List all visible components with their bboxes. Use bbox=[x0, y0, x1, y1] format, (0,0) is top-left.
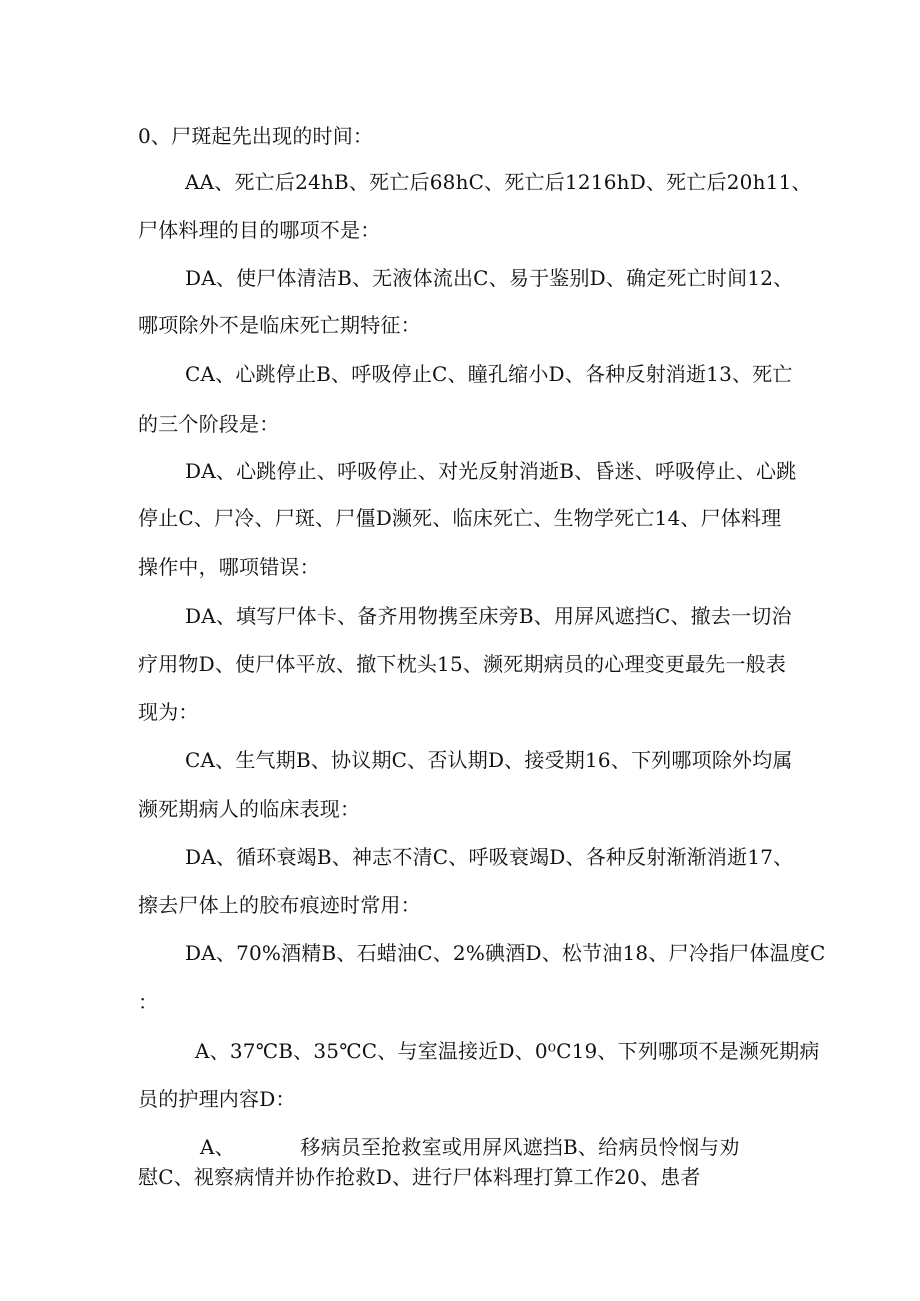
text-line-17: 擦去尸体上的胶布痕迹时常用： bbox=[138, 893, 421, 917]
text-line-14: CA、生气期B、协议期C、否认期D、接受期16、下列哪项除外均属 bbox=[185, 748, 793, 772]
text-line-10: 操作中，哪项错误： bbox=[138, 555, 320, 579]
text-line-4: DA、使尸体清洁B、无液体流出C、易于鉴别D、确定死亡时间12、 bbox=[185, 266, 794, 290]
text-line-15: 濒死期病人的临床表现： bbox=[138, 797, 361, 821]
text-line-18: DA、70%酒精B、石蜡油C、2%碘酒D、松节油18、尸冷指尸体温度C bbox=[185, 941, 826, 965]
text-line-23: 慰C、视察病情并协作抢救D、进行尸体料理打算工作20、患者 bbox=[138, 1165, 701, 1189]
text-line-21: 员的护理内容D： bbox=[138, 1087, 296, 1111]
text-line-22: A、 移病员至抢救室或用屏风遮挡B、给病员怜悯与劝 bbox=[200, 1135, 740, 1159]
text-line-12: 疗用物D、使尸体平放、撤下枕头15、濒死期病员的心理变更最先一般表 bbox=[138, 652, 787, 676]
text-line-20: A、37℃B、35℃C、与室温接近D、0⁰C19、下列哪项不是濒死期病 bbox=[195, 1039, 820, 1063]
text-line-5: 哪项除外不是临床死亡期特征： bbox=[138, 313, 421, 337]
text-line-16: DA、循环衰竭B、神志不清C、呼吸衰竭D、各种反射渐渐消逝17、 bbox=[185, 845, 794, 869]
text-line-1: 0、尸斑起先出现的时间： bbox=[138, 124, 374, 148]
text-line-2: AA、死亡后24hB、死亡后68hC、死亡后1216hD、死亡后20h11、 bbox=[185, 170, 812, 194]
text-line-13: 现为： bbox=[138, 700, 199, 724]
text-line-11: DA、填写尸体卡、备齐用物携至床旁B、用屏风遮挡C、撤去一切治 bbox=[185, 604, 792, 628]
text-line-9: 停止C、尸冷、尸斑、尸僵D濒死、临床死亡、生物学死亡14、尸体料理 bbox=[138, 506, 782, 530]
text-line-6: CA、心跳停止B、呼吸停止C、瞳孔缩小D、各种反射消逝13、死亡 bbox=[185, 362, 793, 386]
text-line-3: 尸体料理的目的哪项不是： bbox=[138, 218, 381, 242]
text-line-8: DA、心跳停止、呼吸停止、对光反射消逝B、昏迷、呼吸停止、心跳 bbox=[185, 459, 797, 483]
text-line-19: ： bbox=[138, 990, 159, 1014]
text-line-7: 的三个阶段是： bbox=[138, 412, 280, 436]
